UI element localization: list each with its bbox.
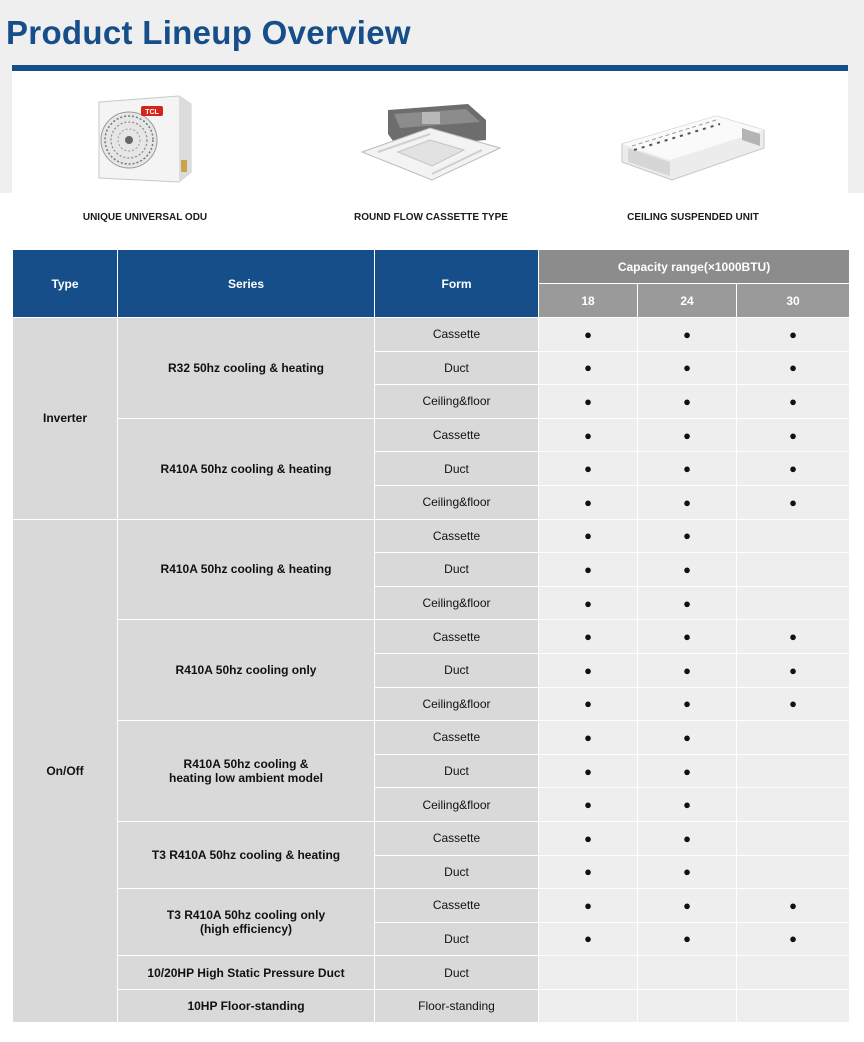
capacity-dot: ● xyxy=(638,620,737,654)
table-row xyxy=(13,519,850,553)
form-cell: Ceiling&floor xyxy=(375,485,539,519)
capacity-dot: ● xyxy=(638,553,737,587)
capacity-header-30: 30 xyxy=(737,284,850,318)
form-cell: Cassette xyxy=(375,318,539,352)
form-cell: Duct xyxy=(375,956,539,990)
capacity-dot: ● xyxy=(638,754,737,788)
form-cell: Ceiling&floor xyxy=(375,687,539,721)
series-cell: R410A 50hz cooling & heating xyxy=(118,519,375,620)
type-cell: Inverter xyxy=(13,318,118,520)
cassette-unit-icon xyxy=(358,88,504,188)
column-header-type: Type xyxy=(13,250,118,318)
capacity-dot xyxy=(539,956,638,990)
capacity-dot: ● xyxy=(638,653,737,687)
capacity-dot: ● xyxy=(638,485,737,519)
outdoor-unit-icon xyxy=(93,88,197,188)
product-outdoor-unit xyxy=(82,88,208,223)
capacity-dot: ● xyxy=(737,889,850,923)
product-caption: CEILING SUSPENDED UNIT xyxy=(627,212,759,223)
series-line: T3 R410A 50hz cooling only xyxy=(166,908,326,923)
table-row xyxy=(13,721,850,755)
capacity-dot: ● xyxy=(539,889,638,923)
series-cell: 10/20HP High Static Pressure Duct xyxy=(118,956,375,990)
table-row xyxy=(13,318,850,352)
capacity-dot: ● xyxy=(539,318,638,352)
capacity-header-18: 18 xyxy=(539,284,638,318)
capacity-dot: ● xyxy=(539,754,638,788)
capacity-dot: ● xyxy=(737,418,850,452)
type-cell: On/Off xyxy=(13,519,118,1023)
capacity-dot: ● xyxy=(539,586,638,620)
capacity-dot: ● xyxy=(638,821,737,855)
capacity-dot: ● xyxy=(737,687,850,721)
series-cell xyxy=(118,721,375,822)
capacity-dot xyxy=(737,989,850,1023)
capacity-dot: ● xyxy=(638,418,737,452)
table-row xyxy=(13,956,850,990)
product-caption: ROUND FLOW CASSETTE TYPE xyxy=(354,212,508,223)
capacity-dot: ● xyxy=(539,653,638,687)
capacity-dot: ● xyxy=(638,687,737,721)
series-cell: R32 50hz cooling & heating xyxy=(118,318,375,419)
capacity-dot: ● xyxy=(638,855,737,889)
capacity-dot xyxy=(737,553,850,587)
capacity-dot: ● xyxy=(638,922,737,956)
capacity-dot: ● xyxy=(737,318,850,352)
table-row xyxy=(13,989,850,1023)
capacity-dot: ● xyxy=(539,385,638,419)
series-cell: T3 R410A 50hz cooling & heating xyxy=(118,821,375,888)
capacity-dot: ● xyxy=(539,620,638,654)
form-cell: Duct xyxy=(375,351,539,385)
capacity-dot: ● xyxy=(539,418,638,452)
form-cell: Duct xyxy=(375,754,539,788)
series-line: (high efficiency) xyxy=(199,922,292,937)
column-header-capacity: Capacity range(×1000BTU) xyxy=(539,250,850,284)
capacity-dot: ● xyxy=(737,385,850,419)
column-header-form: Form xyxy=(375,250,539,318)
table-row xyxy=(13,620,850,654)
capacity-dot: ● xyxy=(638,586,737,620)
page-title: Product Lineup Overview xyxy=(6,14,411,51)
series-cell: R410A 50hz cooling & heating xyxy=(118,418,375,519)
capacity-dot: ● xyxy=(539,553,638,587)
capacity-dot: ● xyxy=(638,721,737,755)
capacity-dot: ● xyxy=(638,889,737,923)
capacity-dot xyxy=(737,754,850,788)
product-cassette-unit xyxy=(354,88,508,223)
capacity-dot: ● xyxy=(638,519,737,553)
form-cell: Cassette xyxy=(375,889,539,923)
form-cell: Ceiling&floor xyxy=(375,586,539,620)
capacity-dot: ● xyxy=(539,452,638,486)
table-row xyxy=(13,889,850,923)
capacity-dot xyxy=(737,519,850,553)
product-caption: UNIQUE UNIVERSAL ODU xyxy=(82,212,208,223)
capacity-dot xyxy=(638,989,737,1023)
capacity-dot: ● xyxy=(539,788,638,822)
capacity-dot: ● xyxy=(539,687,638,721)
form-cell: Cassette xyxy=(375,721,539,755)
capacity-dot xyxy=(737,586,850,620)
capacity-dot: ● xyxy=(638,788,737,822)
capacity-dot: ● xyxy=(638,452,737,486)
capacity-dot: ● xyxy=(539,855,638,889)
column-header-series: Series xyxy=(118,250,375,318)
form-cell: Ceiling&floor xyxy=(375,788,539,822)
capacity-header-24: 24 xyxy=(638,284,737,318)
series-cell xyxy=(118,889,375,956)
form-cell: Ceiling&floor xyxy=(375,385,539,419)
capacity-dot: ● xyxy=(539,519,638,553)
capacity-dot: ● xyxy=(539,351,638,385)
series-line: R410A 50hz cooling & xyxy=(183,757,309,772)
capacity-dot xyxy=(638,956,737,990)
capacity-dot: ● xyxy=(539,721,638,755)
form-cell: Cassette xyxy=(375,418,539,452)
capacity-dot: ● xyxy=(638,318,737,352)
form-cell: Floor-standing xyxy=(375,989,539,1023)
form-cell: Cassette xyxy=(375,821,539,855)
series-cell: R410A 50hz cooling only xyxy=(118,620,375,721)
series-cell: 10HP Floor-standing xyxy=(118,989,375,1023)
capacity-dot: ● xyxy=(737,485,850,519)
capacity-dot: ● xyxy=(638,351,737,385)
capacity-dot xyxy=(737,721,850,755)
form-cell: Duct xyxy=(375,452,539,486)
lineup-table xyxy=(12,249,850,1023)
capacity-dot: ● xyxy=(737,653,850,687)
ceiling-unit-icon xyxy=(620,88,766,188)
capacity-dot xyxy=(737,788,850,822)
capacity-dot: ● xyxy=(539,922,638,956)
capacity-dot: ● xyxy=(539,821,638,855)
brand-badge: TCL xyxy=(145,109,159,116)
capacity-dot: ● xyxy=(737,620,850,654)
form-cell: Cassette xyxy=(375,519,539,553)
series-line: heating low ambient model xyxy=(168,771,323,786)
form-cell: Duct xyxy=(375,922,539,956)
capacity-dot: ● xyxy=(539,485,638,519)
form-cell: Cassette xyxy=(375,620,539,654)
form-cell: Duct xyxy=(375,855,539,889)
capacity-dot xyxy=(737,821,850,855)
capacity-dot: ● xyxy=(737,922,850,956)
table-row xyxy=(13,418,850,452)
capacity-dot xyxy=(737,855,850,889)
form-cell: Duct xyxy=(375,653,539,687)
capacity-dot xyxy=(737,956,850,990)
capacity-dot: ● xyxy=(737,351,850,385)
product-ceiling-unit xyxy=(620,88,766,223)
table-row xyxy=(13,821,850,855)
form-cell: Duct xyxy=(375,553,539,587)
capacity-dot: ● xyxy=(737,452,850,486)
capacity-dot: ● xyxy=(638,385,737,419)
capacity-dot xyxy=(539,989,638,1023)
